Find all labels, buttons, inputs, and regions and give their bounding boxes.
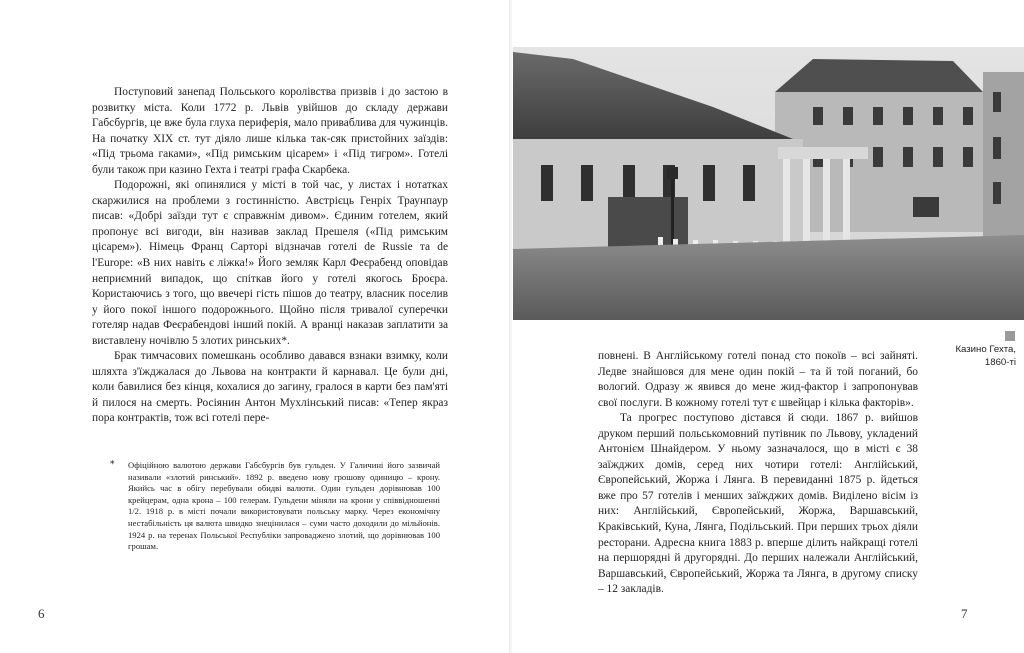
casino-hecht-photo — [513, 47, 1024, 320]
paragraph: Поступовий занепад Польського королівства призвів і до застою в розвитку міста. Коли 1772 р. Львів увійшов до складу держави Габсбургів, це вже була глуха периферія, мало приваблива для чужинців. На початку XIX ст. тут діяло лише кілька так-сяк пристойних заїздів: «Під трьома гаками», «Під римським цісарем» і «Під тигром». Готелі були також при казино Гехта і театрі графа Скарбека. — [92, 86, 448, 176]
paragraph-continuation: повнені. В Англійському готелі понад сто покоїв – всі зайняті. Ледве знайшовся для мене один покій – та й той поганий, бо вологий. Одразу ж явився до мене жид-фактор і запропонував свої послуги. В кожному готелі тут є швейцар і кілька факторів». — [598, 350, 918, 409]
footnote-text: Офіційною валютою держави Габсбургів був гульден. У Галичині його зазвичай називали «злотий ринський». 1892 р. введено нову грошову одиницю – крону. Якийсь час в обігу перебували обидві валюти. Один гульден дорівнював 100 крейцерам, одна крона – 100 гелерам. Гульдени міняли на крони у співвідношенні 1/2. 1918 р. в місті почали використовувати польську марку. Через економічну нестабільність ця валюта швидко знецінилася – суми часто доходили до мільйонів. 1924 р. на теренах Польської Республіки запроваджено злотий, що дорівнював 100 грошам. — [128, 460, 440, 552]
footnote — [110, 460, 440, 553]
left-page — [0, 0, 510, 653]
page-number-left: 6 — [38, 606, 45, 621]
paragraph: Брак тимчасових помешкань особливо давався взнаки взимку, коли шляхта з'їжджалася до Львова на контракти й карнавал. Це були дні, коли бавилися без кінця, кохалися до загину, гралося в карти без пам'яті й пилося на смерть. Росіянин Антон Мухлінський писав: «Тепер якраз пора контрактів, тож всі готелі пере- — [92, 350, 448, 425]
photo-caption-line: Казино Гехта, — [955, 344, 1016, 355]
caption-marker-square — [1005, 331, 1015, 341]
page-number-right: 7 — [961, 606, 968, 621]
photo-caption — [932, 344, 1016, 369]
photo-caption-line: 1860-ті — [984, 356, 1016, 368]
right-body-text — [598, 349, 918, 598]
footnote-mark: * — [110, 460, 115, 470]
historic-street-photo-image — [513, 47, 1024, 320]
left-body-text — [92, 85, 448, 427]
paragraph: Та прогрес поступово дістався й сюди. 1867 р. вийшов друком перший польськомовний путівник по Львову, укладений Антонієм Шнайдером. У ньому зазначалося, що в місті є 38 заїжджих домів, серед них чотири готелі: Англійський, Європейський, Жоржа і Лянга. В перевиданні 1875 р. йдеться вже про 57 готелів і менших заїжджих домів. Виділено вісім із них: Англійський, Європейський, Жоржа, Варшавський, Краківський, Куна, Лянга, Подільський. При перших трьох діяли ресторани. Адресна книга 1883 р. вперше ділить найкращі готелі на першорядні й другорядні. До перших належали Англійський, Варшавський, Європейський, Жоржа та Лянга, в другому списку – 12 закладів. — [598, 412, 918, 596]
paragraph: Подорожні, які опинялися у місті в той час, у листах і нотатках скаржилися на проблеми з гостинністю. Австрієць Генріх Траунпаур писав: «Добрі заїзди тут є справжнім дивом». Єдиним готелем, який пропонує всі вигоди, він називав заклад Прешеля («Під римським цісарем»). Німець Франц Сарторі відзначав готелі de Russie та de l'Europe: «В них навіть є ліжка!» Його земляк Карл Феєрабенд оповідав неприємний випадок, що спіткав його у готелі якогось Броєра. Користаючись з того, що ввечері гість пішов до театру, власник поселив у його покої іншого подорожнього. Щойно після тривалої суперечки готеляр надав Феєрабендові інший покій. А вранці наказав заплатити за виставлену ночівлю 5 злотих ринських*. — [92, 179, 448, 347]
